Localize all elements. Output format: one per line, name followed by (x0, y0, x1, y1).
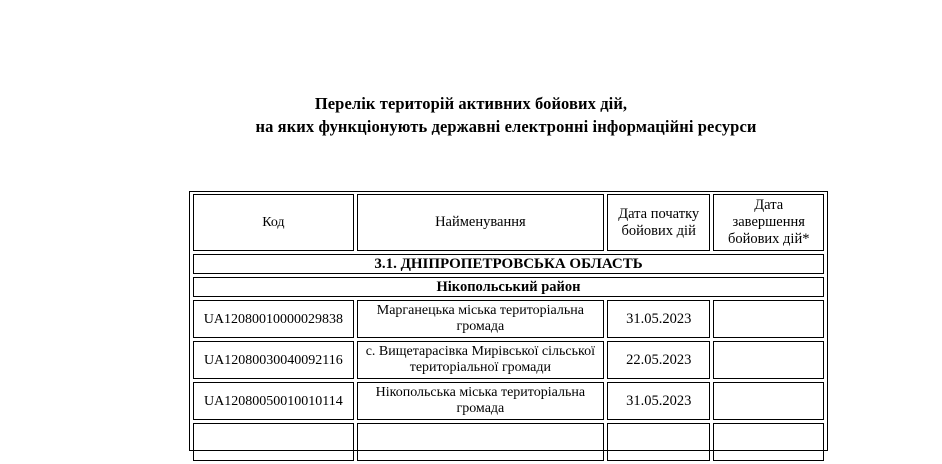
title-line-2: на яких функціонують державні електронні інформаційні ресурси (255, 117, 757, 136)
row-start-date: 31.05.2023 (607, 382, 710, 420)
row-start-date: 22.05.2023 (607, 341, 710, 379)
table-header-row (193, 194, 824, 251)
region-name: 3.1. ДНІПРОПЕТРОВСЬКА ОБЛАСТЬ (193, 254, 824, 274)
header-end-date: Дата завершення бойових дій* (713, 194, 824, 251)
table-row-partial (193, 423, 824, 461)
row-end-date (713, 341, 824, 379)
row-code: UA12080050010010114 (193, 382, 354, 420)
district-name: Нікопольський район (193, 277, 824, 297)
header-code: Код (193, 194, 354, 251)
row-name: Марганецька міська територіальна громада (357, 300, 604, 338)
district-row (193, 277, 824, 297)
territories-table-frame (189, 191, 828, 451)
row-name: Нікопольська міська територіальна громада (357, 382, 604, 420)
region-row (193, 254, 824, 274)
row-name: с. Вищетарасівка Мирівської сільської територіальної громади (357, 341, 604, 379)
row-code: UA12080030040092116 (193, 341, 354, 379)
document-title (0, 92, 942, 138)
header-start-date: Дата початку бойових дій (607, 194, 710, 251)
row-end-date (713, 382, 824, 420)
table-row (193, 341, 824, 379)
table-row (193, 300, 824, 338)
title-line-1: Перелік територій активних бойових дій, (314, 94, 628, 113)
header-name: Найменування (357, 194, 604, 251)
row-end-date (713, 300, 824, 338)
row-start-date: 31.05.2023 (607, 300, 710, 338)
territories-table (190, 191, 827, 464)
row-code: UA12080010000029838 (193, 300, 354, 338)
table-row (193, 382, 824, 420)
